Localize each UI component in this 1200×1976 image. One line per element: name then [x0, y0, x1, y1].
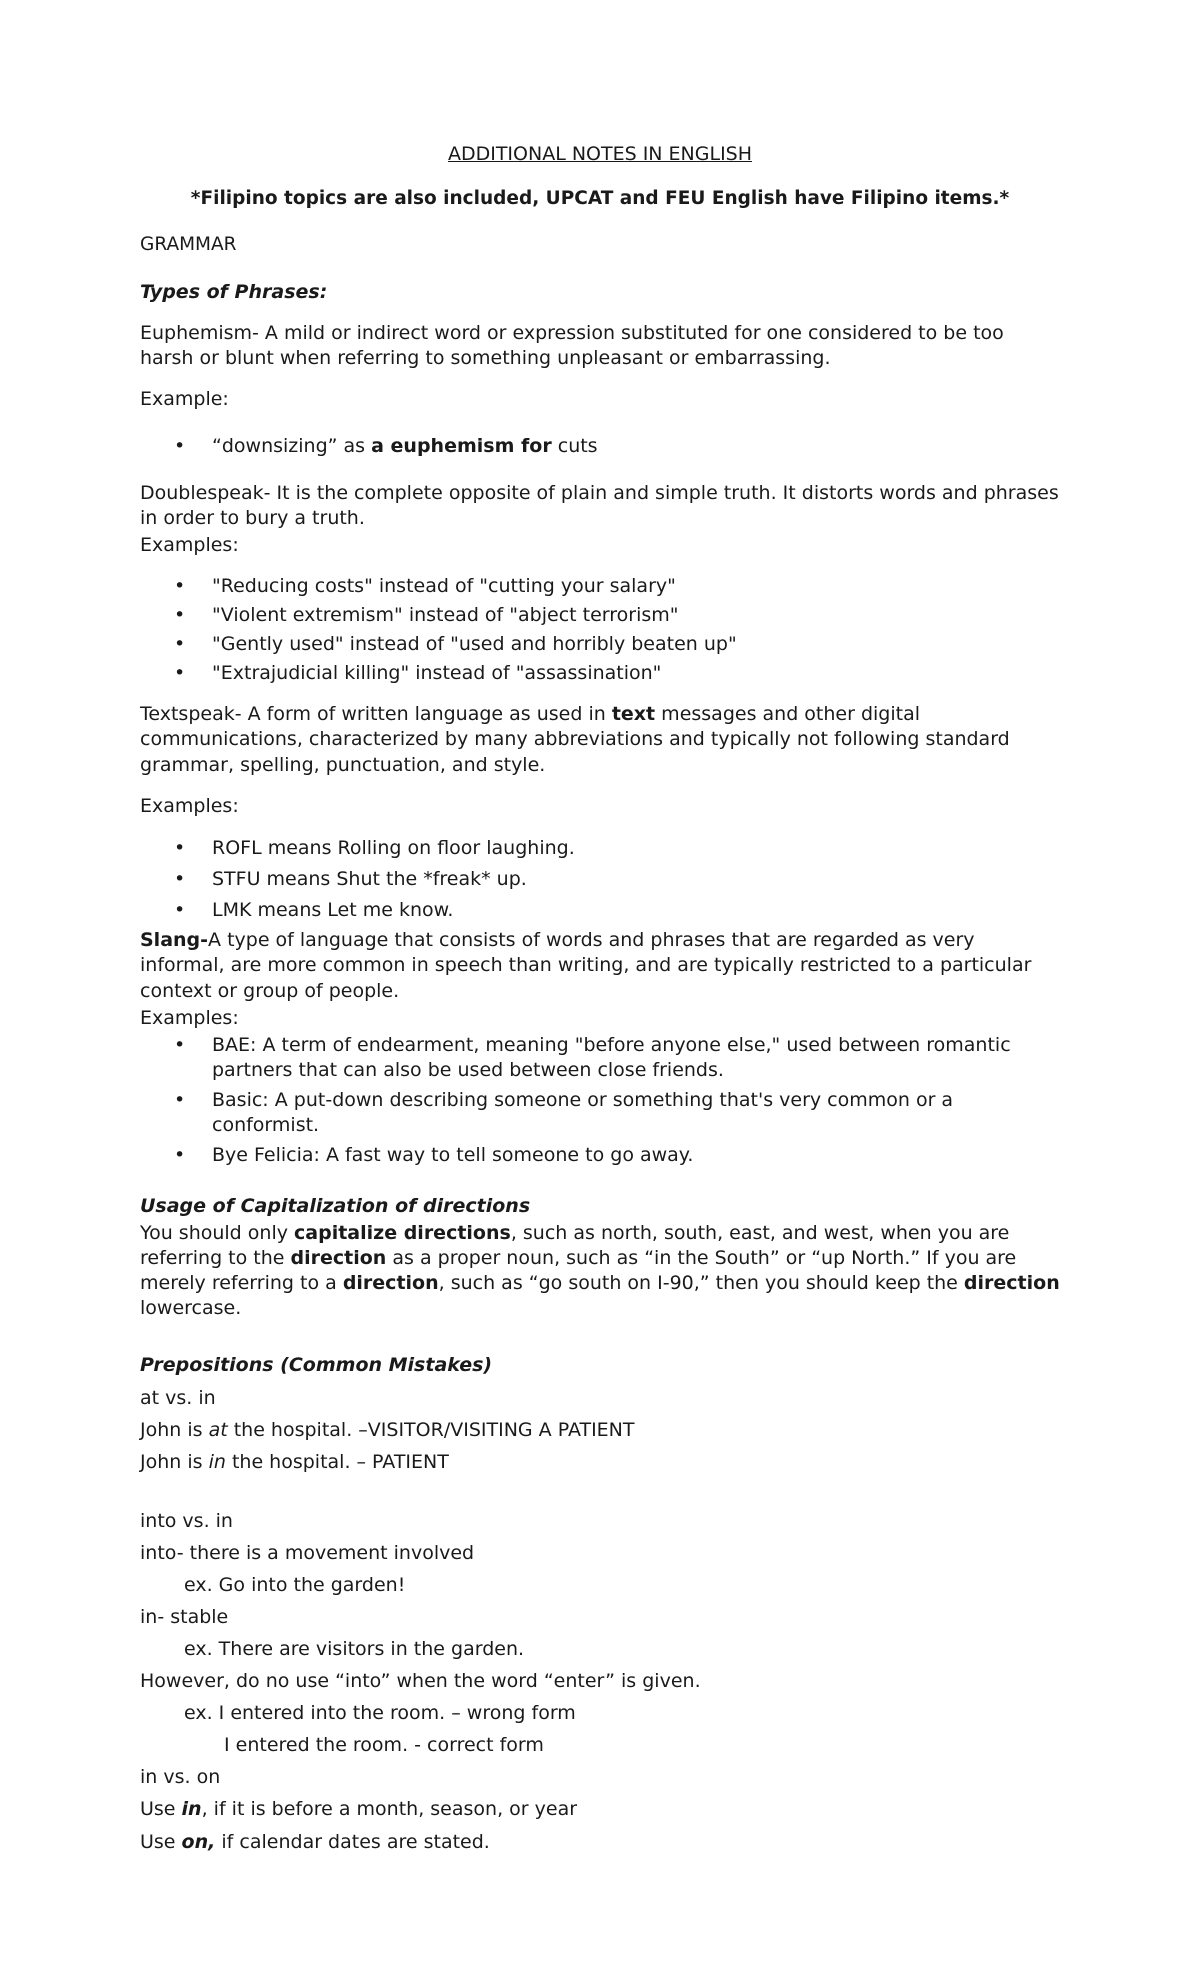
bullet-icon: •	[174, 836, 186, 859]
list-item-text: ROFL means Rolling on floor laughing.	[212, 836, 575, 859]
list-item	[140, 897, 1060, 923]
list-item	[140, 1088, 1060, 1138]
slang-definition	[140, 928, 1060, 1003]
in-stable-example: ex. There are visitors in the garden.	[184, 1638, 525, 1661]
example-text: cuts	[551, 435, 598, 458]
however-note: However, do no use “into” when the word “enter” is given.	[140, 1670, 701, 1693]
bullet-icon: •	[174, 603, 186, 626]
into-vs-in-title: into vs. in	[140, 1509, 233, 1532]
example-text: “downsizing” as	[212, 435, 372, 458]
bullet-icon: •	[174, 899, 186, 922]
list-item	[140, 835, 1060, 861]
at-example	[140, 1418, 1060, 1443]
bullet-icon: •	[174, 1033, 186, 1056]
text-span: John is	[140, 1450, 209, 1473]
doublespeak-example-label: Examples:	[140, 534, 239, 557]
bold-span: direction	[963, 1272, 1060, 1295]
list-item	[140, 573, 1060, 599]
text-span: John is	[140, 1418, 209, 1441]
bold-span: Slang-	[140, 929, 209, 952]
list-item-text: "Violent extremism" instead of "abject terrorism"	[212, 603, 679, 626]
bullet-icon: •	[174, 662, 186, 685]
text-span: the hospital. – PATIENT	[225, 1450, 449, 1473]
example-bold-text: a euphemism for	[371, 435, 552, 458]
text-span: if calendar dates are stated.	[215, 1830, 490, 1853]
text-span: messages and other digital communications, characterized by many abbreviations and typically not following standard grammar, spelling, punctuation, and style.	[140, 703, 1010, 776]
document-title: ADDITIONAL NOTES IN ENGLISH	[447, 143, 753, 165]
list-item	[140, 1143, 1060, 1168]
text-span: the hospital. –VISITOR/VISITING A PATIENT	[227, 1418, 635, 1441]
bold-span: direction	[290, 1247, 387, 1270]
slang-example-label: Examples:	[140, 1006, 239, 1029]
at-vs-in-title: at vs. in	[140, 1386, 216, 1409]
bullet-icon: •	[174, 1088, 186, 1111]
text-span: , such as north, south, east, and west, when you are referring to the	[140, 1222, 1010, 1270]
text-span: Use	[140, 1798, 182, 1821]
list-item	[140, 631, 1060, 657]
list-item-text: "Reducing costs" instead of "cutting your salary"	[212, 574, 676, 597]
textspeak-example-list	[140, 835, 1060, 924]
doublespeak-example-list	[140, 573, 1060, 687]
grammar-heading: GRAMMAR	[140, 234, 237, 256]
list-item-text: LMK means Let me know.	[212, 899, 454, 922]
bullet-icon: •	[174, 1143, 186, 1166]
euphemism-example-label: Example:	[140, 388, 229, 411]
into-example: ex. Go into the garden!	[184, 1573, 406, 1596]
list-item-text: Basic: A put-down describing someone or something that's very common or a conformist.	[212, 1088, 954, 1136]
use-in-rule	[140, 1797, 1060, 1822]
bullet-icon: •	[174, 574, 186, 597]
use-on-rule	[140, 1830, 1060, 1855]
bold-italic-span: in	[181, 1798, 202, 1821]
doublespeak-definition: Doublespeak- It is the complete opposite of plain and simple truth. It distorts words and phrases in order to bury a truth.	[140, 482, 1059, 530]
bullet-icon: •	[174, 867, 186, 890]
list-item-text: "Extrajudicial killing" instead of "assassination"	[212, 662, 662, 685]
bold-span: capitalize directions	[294, 1222, 511, 1245]
bullet-icon: •	[174, 632, 186, 655]
text-span: Textspeak- A form of written language as used in	[140, 703, 612, 726]
wrong-form-example: ex. I entered into the room. – wrong form	[184, 1702, 576, 1725]
textspeak-definition	[140, 702, 1060, 777]
text-span: You should only	[140, 1222, 295, 1245]
text-span: , if it is before a month, season, or year	[201, 1798, 578, 1821]
list-item	[140, 602, 1060, 628]
prepositions-heading: Prepositions (Common Mistakes)	[140, 1354, 493, 1377]
in-example	[140, 1450, 1060, 1475]
list-item-text: BAE: A term of endearment, meaning "before anyone else," used between romantic partners that can also be used between close friends.	[212, 1033, 1011, 1081]
text-span: lowercase.	[140, 1297, 242, 1320]
bullet-icon: •	[174, 435, 186, 458]
in-definition: in- stable	[140, 1606, 229, 1628]
list-item	[140, 660, 1060, 686]
bold-span: text	[611, 703, 656, 726]
italic-span: at	[208, 1418, 228, 1441]
into-definition: into- there is a movement involved	[140, 1541, 475, 1564]
capitalization-heading: Usage of Capitalization of directions	[140, 1195, 531, 1218]
textspeak-example-label: Examples:	[140, 794, 239, 817]
euphemism-definition: Euphemism- A mild or indirect word or expression substituted for one considered to be too harsh or blunt when referring to something unpleasant or embarrassing.	[140, 321, 1004, 370]
slang-example-list	[140, 1033, 1060, 1168]
document-subtitle: *Filipino topics are also included, UPCAT and FEU English have Filipino items.*	[190, 188, 1010, 210]
euphemism-example-list	[140, 434, 1060, 459]
text-span: , such as “go south on I-90,” then you should keep the	[438, 1272, 964, 1295]
list-item	[140, 866, 1060, 892]
capitalization-paragraph	[140, 1221, 1060, 1321]
in-vs-on-title: in vs. on	[140, 1766, 221, 1789]
types-of-phrases-heading: Types of Phrases:	[140, 280, 328, 303]
list-item	[140, 434, 1060, 459]
text-span: as a proper noun, such as “in the South” or “up North.” If you are merely referring to a	[140, 1247, 1017, 1295]
text-span: Use	[140, 1830, 182, 1853]
bold-span: direction	[342, 1272, 439, 1295]
correct-form-example: I entered the room. - correct form	[224, 1734, 544, 1757]
list-item-text: STFU means Shut the *freak* up.	[212, 867, 527, 890]
list-item-text: "Gently used" instead of "used and horribly beaten up"	[212, 632, 737, 655]
list-item-text: Bye Felicia: A fast way to tell someone to go away.	[212, 1143, 694, 1166]
italic-span: in	[208, 1450, 226, 1473]
list-item	[140, 1033, 1060, 1083]
bold-italic-span: on,	[181, 1830, 216, 1853]
text-span: A type of language that consists of words and phrases that are regarded as very informal, are more common in speech than writing, and are typically restricted to a particular context or group of people.	[140, 929, 1032, 1002]
